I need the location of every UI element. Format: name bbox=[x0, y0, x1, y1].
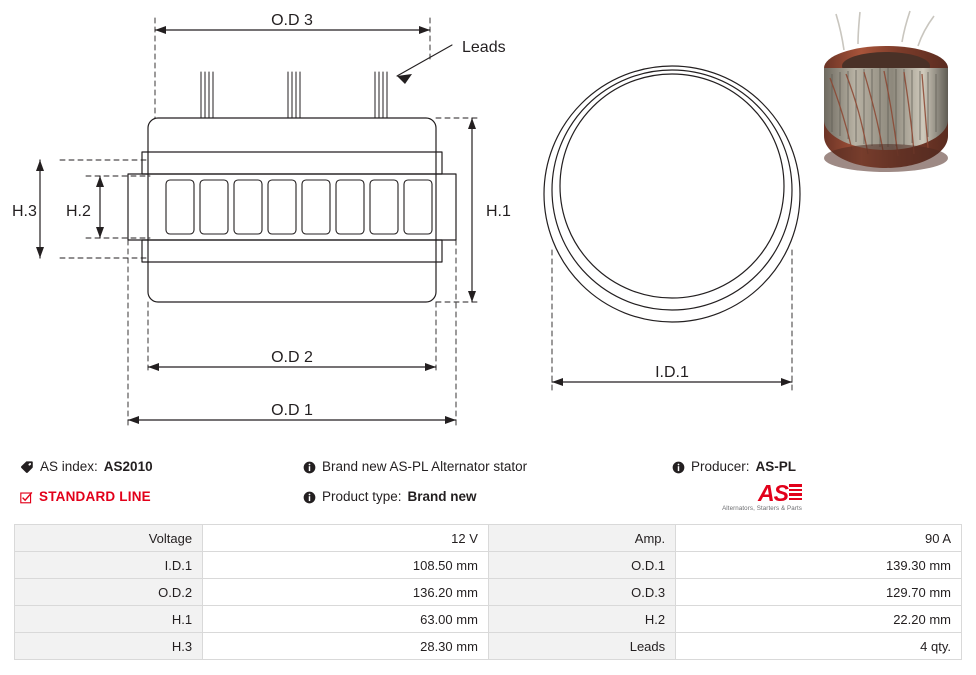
specifications-table bbox=[14, 524, 962, 660]
standard-line-label: STANDARD LINE bbox=[39, 489, 151, 504]
table-row bbox=[15, 525, 962, 552]
product-photo bbox=[806, 8, 966, 198]
standard-line-row bbox=[20, 482, 300, 512]
label-leads: Leads bbox=[462, 39, 506, 56]
table-row bbox=[15, 633, 962, 660]
product-type-line bbox=[303, 482, 663, 512]
spec-key: H.2 bbox=[488, 606, 675, 633]
spec-value: 28.30 mm bbox=[203, 633, 489, 660]
spec-table-body bbox=[15, 525, 962, 660]
spec-key: I.D.1 bbox=[15, 552, 203, 579]
as-index-line bbox=[20, 452, 300, 482]
spec-key: Amp. bbox=[488, 525, 675, 552]
spec-value: 129.70 mm bbox=[676, 579, 962, 606]
product-description: Brand new AS-PL Alternator stator bbox=[322, 459, 528, 474]
dimension-label-id1: I.D.1 bbox=[655, 364, 689, 381]
dimension-label-h2: H.2 bbox=[66, 203, 91, 220]
dimension-label-od1: O.D 1 bbox=[271, 402, 313, 419]
dimension-label-od2: O.D 2 bbox=[271, 349, 313, 366]
table-row bbox=[15, 606, 962, 633]
info-icon bbox=[303, 461, 316, 474]
as-pl-logo bbox=[712, 482, 802, 516]
logo-text: AS bbox=[758, 480, 788, 506]
spec-key: O.D.1 bbox=[488, 552, 675, 579]
spec-key: H.3 bbox=[15, 633, 203, 660]
info-icon bbox=[672, 461, 685, 474]
description-line bbox=[303, 452, 663, 482]
producer-label: Producer: bbox=[691, 459, 750, 474]
spec-value: 139.30 mm bbox=[676, 552, 962, 579]
spec-key: Leads bbox=[488, 633, 675, 660]
spec-value: 4 qty. bbox=[676, 633, 962, 660]
spec-value: 22.20 mm bbox=[676, 606, 962, 633]
info-column-description bbox=[303, 452, 663, 512]
as-index-value: AS2010 bbox=[103, 459, 153, 474]
tag-icon bbox=[20, 460, 34, 474]
product-info-row bbox=[0, 452, 976, 520]
spec-value: 63.00 mm bbox=[203, 606, 489, 633]
spec-value: 136.20 mm bbox=[203, 579, 489, 606]
checkbox-icon bbox=[20, 491, 33, 504]
producer-line bbox=[672, 452, 962, 482]
info-column-producer bbox=[672, 452, 962, 482]
info-column-index bbox=[20, 452, 300, 512]
spec-key: O.D.2 bbox=[15, 579, 203, 606]
dimension-label-h1: H.1 bbox=[486, 203, 511, 220]
spec-key: H.1 bbox=[15, 606, 203, 633]
spec-key: O.D.3 bbox=[488, 579, 675, 606]
producer-value: AS-PL bbox=[755, 459, 797, 474]
dimension-label-od3: O.D 3 bbox=[271, 12, 313, 29]
spec-value: 12 V bbox=[203, 525, 489, 552]
table-row bbox=[15, 552, 962, 579]
logo-tagline: Alternators, Starters & Parts bbox=[722, 505, 802, 512]
dimension-label-h3: H.3 bbox=[12, 203, 37, 220]
spec-value: 108.50 mm bbox=[203, 552, 489, 579]
product-type-label: Product type: bbox=[322, 489, 402, 504]
logo-bars-icon bbox=[789, 484, 802, 502]
spec-key: Voltage bbox=[15, 525, 203, 552]
table-row bbox=[15, 579, 962, 606]
spec-value: 90 A bbox=[676, 525, 962, 552]
info-icon bbox=[303, 491, 316, 504]
product-type-value: Brand new bbox=[407, 489, 477, 504]
as-index-label: AS index: bbox=[40, 459, 98, 474]
